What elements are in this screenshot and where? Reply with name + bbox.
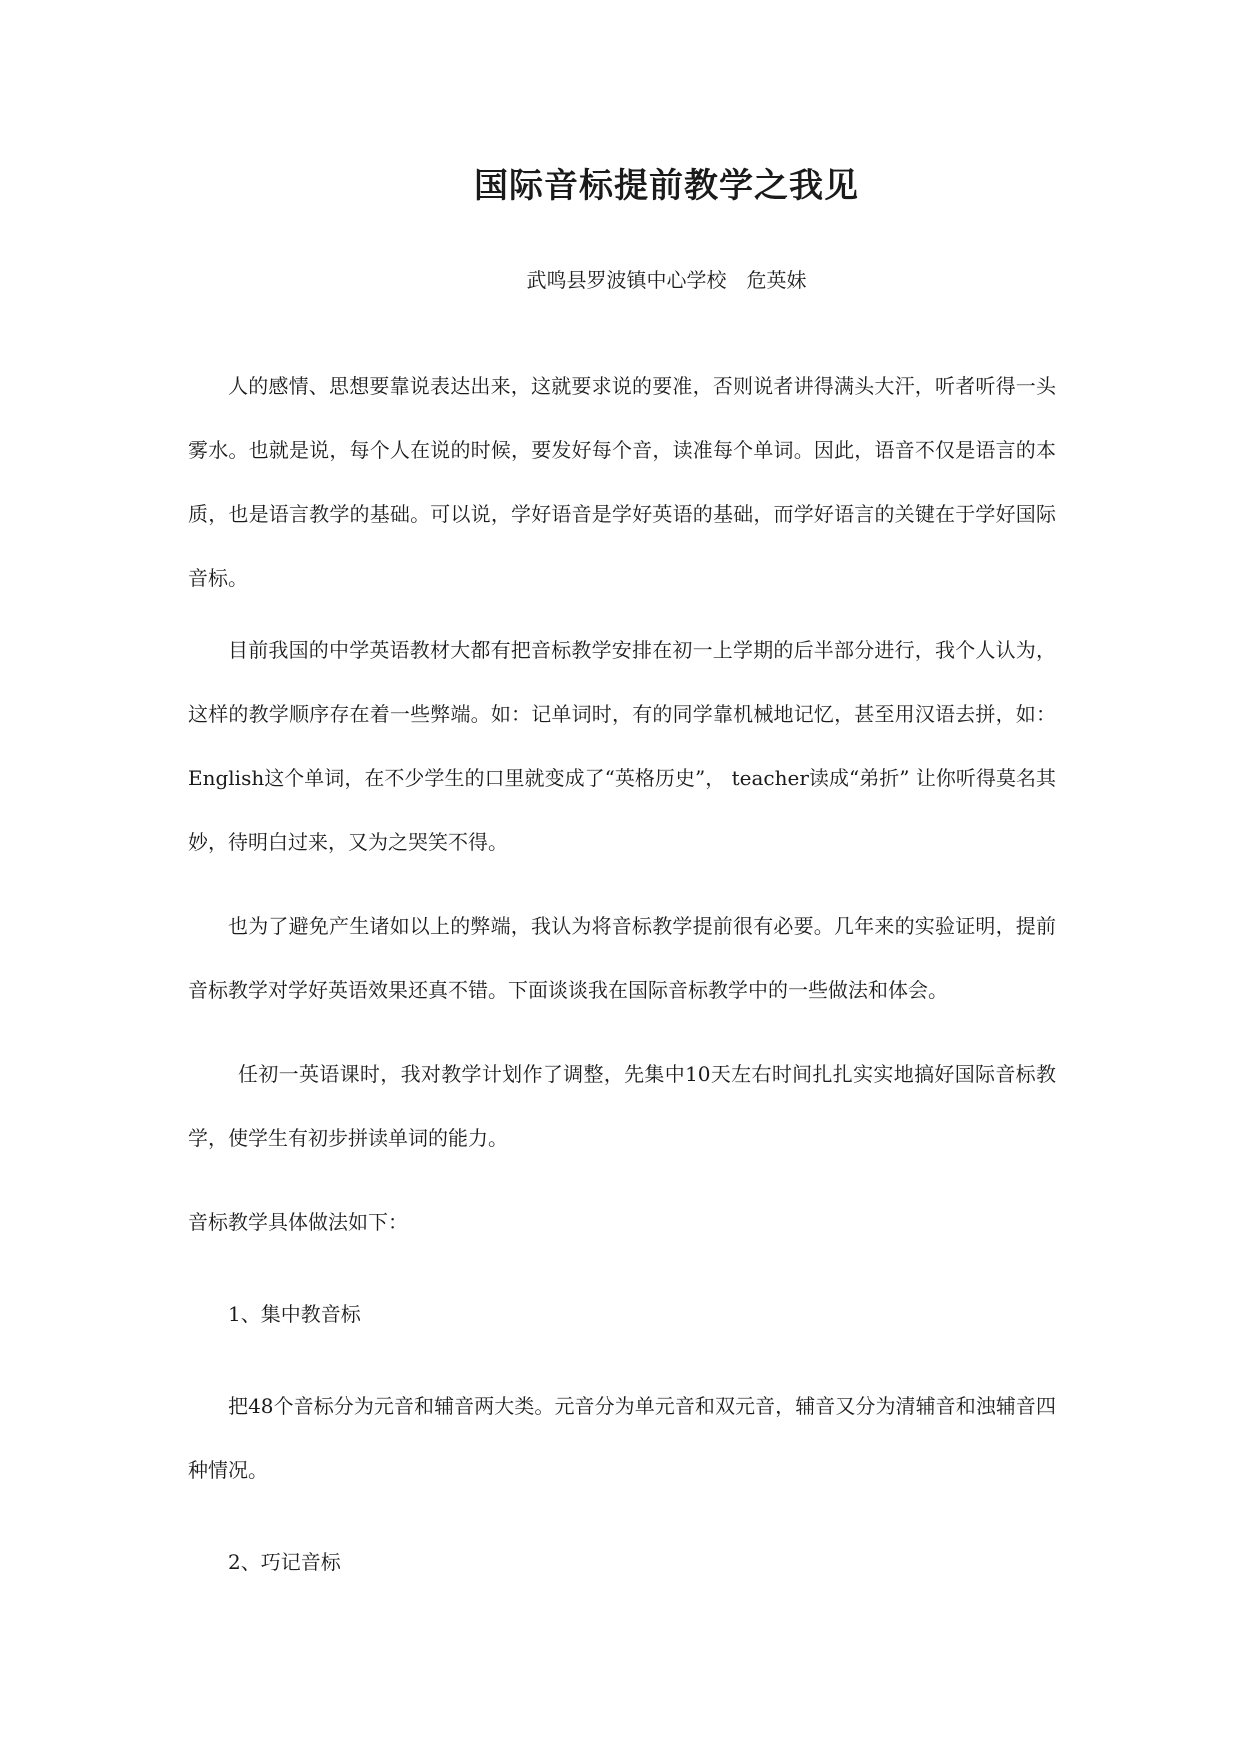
paragraph: 音标教学具体做法如下： xyxy=(188,1210,408,1234)
paragraph: 也为了避免产生诸如以上的弊端，我认为将音标教学提前很有必要。几年来的实验证明，提前音标教学对学好英语效果还真不错。下面谈谈我在国际音标教学中的一些做法和体会。 xyxy=(188,914,1056,1002)
list-heading: 1、集中教音标 xyxy=(228,1302,361,1326)
list-heading: 2、巧记音标 xyxy=(228,1550,341,1574)
paragraph: 人的感情、思想要靠说表达出来，这就要求说的要准，否则说者讲得满头大汗，听者听得一头雾水。也就是说，每个人在说的时候，要发好每个音，读准每个单词。因此，语音不仅是语言的本质，也是语言教学的基础。可以说，学好语音是学好英语的基础，而学好语言的关键在于学好国际音标。 xyxy=(188,374,1056,590)
author-byline: 武鸣县罗波镇中心学校 危英妹 xyxy=(526,268,807,292)
paragraph: 任初一英语课时，我对教学计划作了调整，先集中10天左右时间扎扎实实地搞好国际音标教学，使学生有初步拼读单词的能力。 xyxy=(188,1062,1056,1150)
document-title: 国际音标提前教学之我见 xyxy=(474,166,859,206)
document-body xyxy=(188,354,1056,1594)
paragraph: 把48个音标分为元音和辅音两大类。元音分为单元音和双元音，辅音又分为清辅音和浊辅音四种情况。 xyxy=(188,1394,1056,1482)
paragraph: 目前我国的中学英语教材大都有把音标教学安排在初一上学期的后半部分进行，我个人认为，这样的教学顺序存在着一些弊端。如：记单词时，有的同学靠机械地记忆，甚至用汉语去拼，如：English这个单词，在不少学生的口里就变成了“英格历史”， teacher读成“弟折” 让你听得莫名其妙，待明白过来，又为之哭笑不得。 xyxy=(188,638,1056,854)
